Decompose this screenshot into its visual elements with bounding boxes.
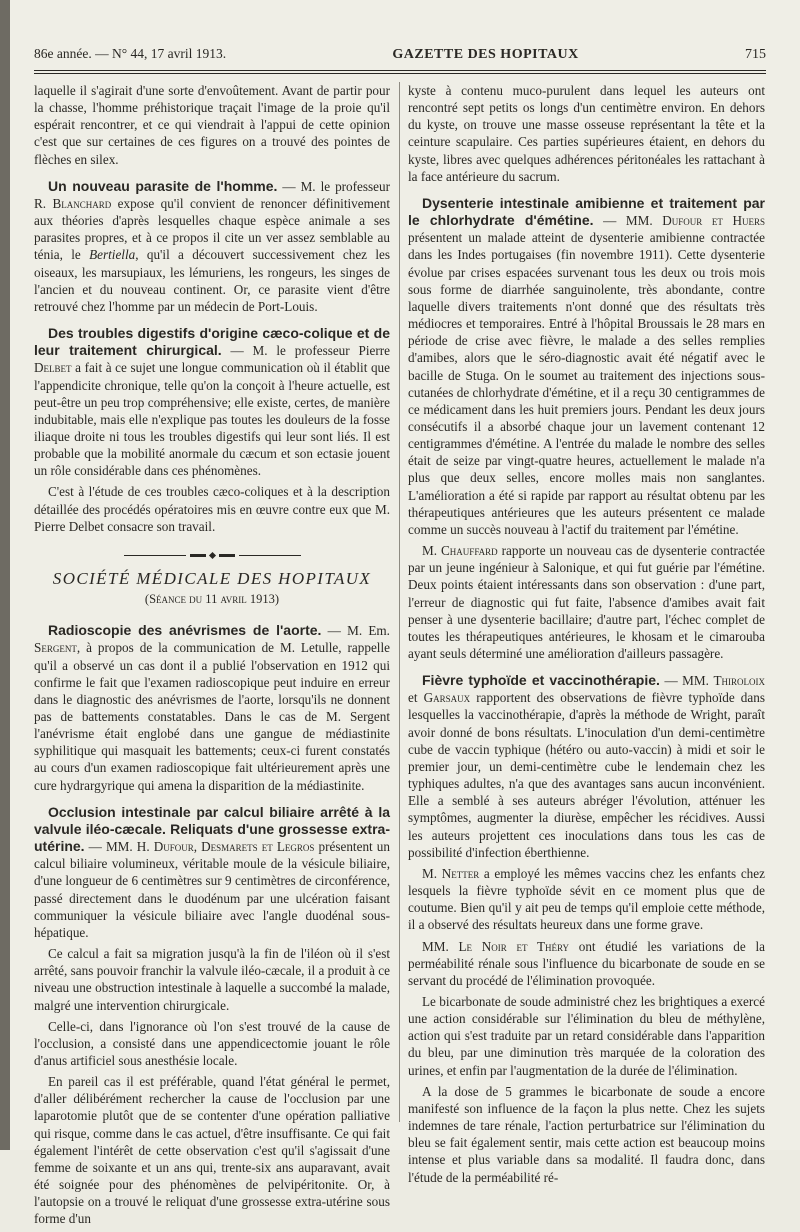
paragraph: M. Chauffard rapporte un nouveau cas de dysenterie contractée par un jeune ingénieur à Salonique, et qui fut guérie par l'émétine. Deux points étaient intéressants dans son observation : d'une part, l'erreur de diagnostic qui fut faite, l'absence d'amibes avait fait penser à une dysenterie bacillaire; d'autre part, l'échec complet de toutes les thérapeutiques antérieures, le khosam et le cimarouba ayant seuls déterminé une amélioration d'ailleurs passagère. xyxy=(408,543,765,661)
page-number: 715 xyxy=(744,47,766,62)
article-title: Occlusion intestinale par calcul biliaire arrêté à la valvule iléo-cæcale. Reliquats d'une grossesse extra-utérine. xyxy=(34,803,390,855)
left-column xyxy=(34,82,390,1232)
article-nouveau-parasite: Un nouveau parasite de l'homme. — M. le professeur R. Blanchard expose qu'il convient de renoncer définitivement aux théories d'après lesquelles chaque espèce animale a ses parasites propres, et à ce propos il cite un ver assez semblable au ténia, le Bertiella, qu'il a découvert successivement chez les oiseaux, les marsupiaux, les lémuriens, les rongeurs, les singes de l'ancien et du nouveau continent. Or, ce parasite vient d'être retrouvé chez l'homme par un médecin de Port-Louis. xyxy=(34,177,390,314)
header-rule xyxy=(34,70,766,71)
author-name: Delbet xyxy=(34,360,72,376)
author-name: R. Blanchard xyxy=(34,195,112,211)
session-date: (Séance du 11 avril 1913) xyxy=(144,592,280,607)
column-divider xyxy=(399,82,400,1122)
paragraph: Ce calcul a fait sa migration jusqu'à la fin de l'iléon où il s'est arrêté, sans pouvoir franchir la valvule iléo-cæcale, il a produit à ce niveau une obstruction intestinale à laquelle a succombé la malade, malgré une intervention chirurgicale. xyxy=(34,946,390,1013)
article-radioscopie: Radioscopie des anévrismes de l'aorte. — M. Em. Sergent, à propos de la communication de M. Letulle, rappelle qu'il a observé un cas dont il a publié l'observation en 1912 qui confirme le fait que l'examen radioscopique peut induire en erreur dans le diagnostic des anévrismes de l'aorte, lorsqu'ils ne donnent pas de battements constatables. Dans le cas de M. Sergent l'anévrisme était englobé dans une gangue de médiastinite syphilitique qui masquait les battements; ceux-ci furent constatés au cours d'un examen radioscopique fait ultérieurement après une cure hydrargyrique qui amena la disparition de la médiastinite. xyxy=(34,622,390,793)
section-heading: SOCIÉTÉ MÉDICALE DES HOPITAUX xyxy=(52,568,372,588)
article-title: Dysenterie intestinale amibienne et traitement par le chlorhydrate d'émétine. xyxy=(408,194,765,229)
issue-info: 86e année. — N° 44, 17 avril 1913. xyxy=(34,46,227,61)
paragraph: laquelle il s'agirait d'une sorte d'envoûtement. Avant de partir pour la chasse, l'homme préhistorique traçait l'image de la proie qu'il espérait rencontrer, et ce qui viendrait à l'appui de cette opinion c'est que sur certaines de ces figures on a trouvé des pointes de flèches en silex. xyxy=(34,83,390,167)
author-name: Netter xyxy=(441,865,480,881)
article-title: Radioscopie des anévrismes de l'aorte. xyxy=(48,622,322,639)
author-name: Chauffard xyxy=(441,543,498,559)
paragraph: Celle-ci, dans l'ignorance où l'on s'est trouvé de la cause de l'occlusion, a consisté dans une appendicectomie jouant le rôle d'anus artificiel sous anesthésie locale. xyxy=(34,1018,390,1068)
article-fievre-typhoide: Fièvre typhoïde et vaccinothérapie. — MM. Thiroloix et Garsaux rapportent des observations de fièvre typhoïde dans lesquelles la vaccinothérapie, d'après la méthode de Wright, paraît avoir donné de bons résultats. L'inoculation d'un demi-centimètre cube de vaccin typhique (hétéro ou auto-vaccin) à midi et soir le premier jour, un demi-centimètre cube le lendemain chez les typhiques adultes, n'a que des avantages sans aucun inconvénient. Elle a semblé à ses auteurs abréger l'évolution, atténuer les symptômes, augmenter la diurèse, empêcher les récidives. Aussi les auteurs projettent ces inoculations dans tous les cas de possibilité d'infection éberthienne. xyxy=(408,672,766,860)
article-title: Un nouveau parasite de l'homme. xyxy=(48,177,278,194)
paragraph: En pareil cas il est préférable, quand l'état général le permet, d'aller délibérément rechercher la cause de l'occlusion par une laparotomie plutôt que de se contenter d'une opération palliative qui risque, comme dans le cas actuel, d'être insuffisante. Ce qui fait également l'intérêt de cette observation c'est qu'il s'agissait d'une femme de soixante et un ans qui, trente-six ans auparavant, avait été soignée pour des phénomènes de pelvipéritonite. Or, à l'autopsie on a trouvé le reliquat d'une grossesse extra-utérine sous forme d'un xyxy=(34,1074,390,1227)
header-rule-double xyxy=(34,73,766,74)
author-name: Thiroloix xyxy=(713,673,766,689)
paragraph: A la dose de 5 grammes le bicarbonate de soude a encore manifesté son influence de la façon la plus nette. Chez les sujets indemnes de tare rénale, l'action perturbatrice sur l'élimination du bleu se fait également sentir, mais cette action est beaucoup moins intense et plus variable dans sa modalité. Il faudra donc, dans l'étude de la perméabilité ré- xyxy=(408,1083,765,1185)
paragraph: MM. Le Noir et Théry ont étudié les variations de la perméabilité rénale sous l'influence du bicarbonate de soude en se servant du procédé de l'élimination provoquée. xyxy=(408,938,765,988)
author-name: Dufour, Desmarets et Legros xyxy=(153,839,315,855)
author-name: Sergent xyxy=(34,640,77,656)
paragraph: M. Netter a employé les mêmes vaccins chez les enfants chez lesquels la fièvre typhoïde sévit en ce moment plus que de coutume. Bien qu'il y ait peu de temps qu'il emploie cette méthode, il a observé des résultats heureux dans une forme grave. xyxy=(408,865,765,933)
article-occlusion: Occlusion intestinale par calcul biliaire arrêté à la valvule iléo-cæcale. Reliquats d'une grossesse extra-utérine. — MM. H. Dufour, Desmarets et Legros présentent un calcul biliaire volumineux, véritable moule de la vésicule biliaire, d'une longueur de 6 centimètres sur 9 centimètres de circonférence, passé directement dans le duodénum par une ulcération faisant communiquer la vésicule biliaire avec l'angle duodénal sous-hépatique. xyxy=(34,803,390,940)
article-dysenterie: Dysenterie intestinale amibienne et traitement par le chlorhydrate d'émétine. — MM. Dufour et Huers présentent un malade atteint de dysenterie amibienne contractée dans les Indes portugaises (fin novembre 1911). Cette dysenterie évolue par crises espacées survenant tous les deux ou trois mois sous forme de diarrhée sanguinolente, très abondante, contre laquelle divers traitements n'ont donné que des résultats très médiocres et temporaires. Entré à l'hôpital Broussais le 28 mars en période de crise avec fièvre, le malade a des selles remplies d'amibes, alors que le séro-diagnostic avait été négatif avec le bacille de Stuga. On le soumet au traitement des injections sous-cutanées de chlorhydrate d'émétine, et il a reçu 30 centigrammes de ce médicament dans les huit premiers jours. Pendant les deux jours consécutifs il a absorbé chaque jour un lavement contenant 12 centigrammes d'émétine. A l'entrée du malade le nombre des selles était de seize par vingt-quatre heures, actuellement le malade n'a plus que deux selles, encore molles mais non sanglantes. L'amélioration a été si rapide par rapport au résultat obtenu par les thérapeutiques antérieures que les auteurs présentent ce malade comme un succès nouveau à l'actif du traitement par l'émétine. xyxy=(408,194,765,537)
article-title: Des troubles digestifs d'origine cæco-colique et de leur traitement chirurgical. xyxy=(34,325,390,359)
author-name: Garsaux xyxy=(423,690,471,706)
article-title: Fièvre typhoïde et vaccinothérapie. xyxy=(422,672,660,689)
section-ornament xyxy=(34,553,390,558)
author-name: Dufour et Huers xyxy=(662,213,765,229)
journal-title: GAZETTE DES HOPITAUX xyxy=(392,47,579,62)
right-column xyxy=(408,82,765,1190)
paragraph: Le bicarbonate de soude administré chez les brightiques a exercé une action considérable sur l'élimination du bleu de méthylène, action qui s'est traduite par un retard considérable dans l'apparition du bleu, par une diminution très marquée de la coloration des urines, et enfin par l'augmentation de la durée de l'élimination. xyxy=(408,993,765,1078)
paragraph: kyste à contenu muco-purulent dans lequel les auteurs ont rencontré sept petits os longs d'un centimètre environ. En dehors du kyste, on trouve une masse osseuse représentant la tête et la ceinture scapulaire. Ces parties supérieures étaient, en dehors du kyste, libres avec quelques adhérences péritonéales les rattachant à la face antérieure du sacrum. xyxy=(408,83,765,184)
page-header xyxy=(34,46,766,72)
author-name: Le Noir et Théry xyxy=(458,938,570,954)
paragraph: C'est à l'étude de ces troubles cæco-coliques et à la description détaillée des procédés opératoires mis en œuvre contre eux que M. Pierre Delbet consacre son travail. xyxy=(34,484,390,534)
article-troubles-digestifs: Des troubles digestifs d'origine cæco-colique et de leur traitement chirurgical. — M. le professeur Pierre Delbet a fait à ce sujet une longue communication où il établit que l'appendicite chronique, telle qu'on la conçoit à l'heure actuelle, est peut-être un peu trop compréhensive; elle existe, certes, de manière indubitable, mais elle n'explique pas toutes les douleurs de la fosse iliaque droite ni tous les troubles digestifs qui leur sont liés. Il est probable que la mobilité anormale du cæcum et son ectasie jouent un rôle considérable dans ces phénomènes. xyxy=(34,325,390,479)
